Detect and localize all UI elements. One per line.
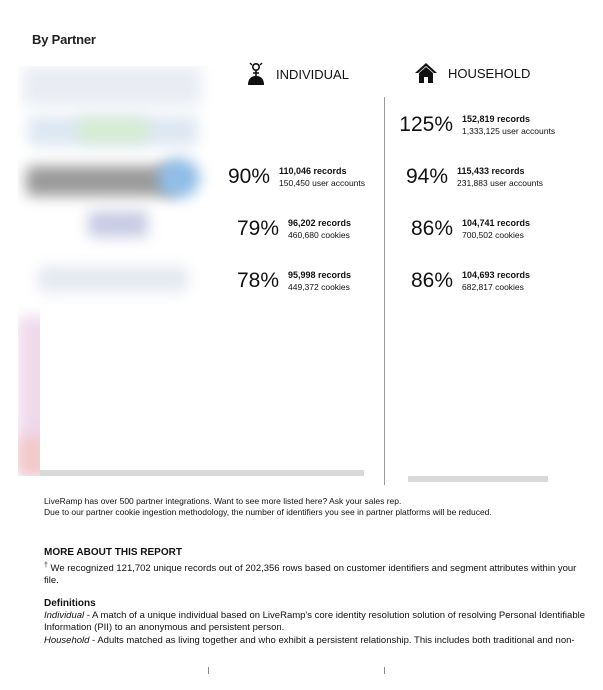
individual-stat-1 — [222, 165, 365, 189]
individual-header — [246, 62, 349, 86]
identifier-count: 682,817 cookies — [462, 282, 524, 292]
records-count: 96,202 records — [288, 218, 352, 228]
household-stat-2 — [400, 165, 543, 189]
household-label: HOUSEHOLD — [448, 65, 531, 81]
records-count: 95,998 records — [288, 270, 352, 280]
individual-term: Individual — [44, 610, 85, 621]
identifier-count: 460,680 cookies — [288, 230, 350, 240]
household-definition: - Adults matched as living together and who exhibit a persistent relationship. This includes both traditional and non- — [89, 635, 575, 646]
separator-bar — [40, 470, 364, 476]
cookie-note: Due to our partner cookie ingestion methodology, the number of identifiers you see in partner platforms will be reduced. — [44, 507, 492, 517]
household-stat-4 — [405, 269, 530, 293]
percent-value: 125% — [399, 113, 453, 136]
household-header — [414, 62, 530, 84]
dagger-mark: † — [44, 562, 48, 569]
report-summary — [44, 560, 589, 587]
percent-value: 78% — [236, 269, 279, 292]
records-count: 110,046 records — [279, 166, 347, 176]
identifier-count: 150,450 user accounts — [279, 178, 366, 188]
individual-stat-3 — [231, 269, 351, 293]
column-divider — [384, 97, 385, 485]
more-about-heading: MORE ABOUT THIS REPORT — [44, 547, 182, 558]
house-icon — [414, 62, 438, 84]
individual-stat-2 — [231, 217, 351, 241]
percent-value: 90% — [227, 165, 270, 188]
identifier-count: 1,333,125 user accounts — [462, 126, 556, 136]
individual-definition: - A match of a unique individual based on LiveRamp's core identity resolution solution of resolving Personal Identifiable Information (PII) to an anonymous and persistent person. — [44, 610, 586, 633]
footer-tick — [384, 667, 385, 674]
separator-bar — [408, 476, 548, 482]
household-term: Household — [44, 635, 90, 646]
records-count: 115,433 records — [457, 166, 525, 176]
blank-panel — [40, 304, 214, 476]
household-stat-1 — [395, 113, 555, 137]
identifier-count: 231,883 user accounts — [457, 178, 544, 188]
household-stat-3 — [405, 217, 530, 241]
percent-value: 79% — [236, 217, 279, 240]
definition-individual — [44, 610, 589, 634]
definition-household — [44, 635, 589, 647]
report-summary-text: We recognized 121,702 unique records out of 202,356 rows based on customer identifiers and segment attributes within your file. — [44, 563, 577, 587]
definitions-heading: Definitions — [44, 598, 96, 609]
footer-tick — [208, 667, 209, 674]
percent-value: 86% — [410, 269, 453, 292]
partner-note: LiveRamp has over 500 partner integrations. Want to see more listed here? Ask your sales rep. — [44, 496, 402, 506]
records-count: 152,819 records — [462, 114, 531, 124]
person-icon — [246, 62, 266, 86]
records-count: 104,693 records — [462, 270, 531, 280]
percent-value: 94% — [405, 165, 448, 188]
individual-label: INDIVIDUAL — [276, 66, 349, 82]
identifier-count: 700,502 cookies — [462, 230, 524, 240]
section-title: By Partner — [32, 32, 96, 47]
percent-value: 86% — [410, 217, 453, 240]
records-count: 104,741 records — [462, 218, 531, 228]
identifier-count: 449,372 cookies — [288, 282, 350, 292]
